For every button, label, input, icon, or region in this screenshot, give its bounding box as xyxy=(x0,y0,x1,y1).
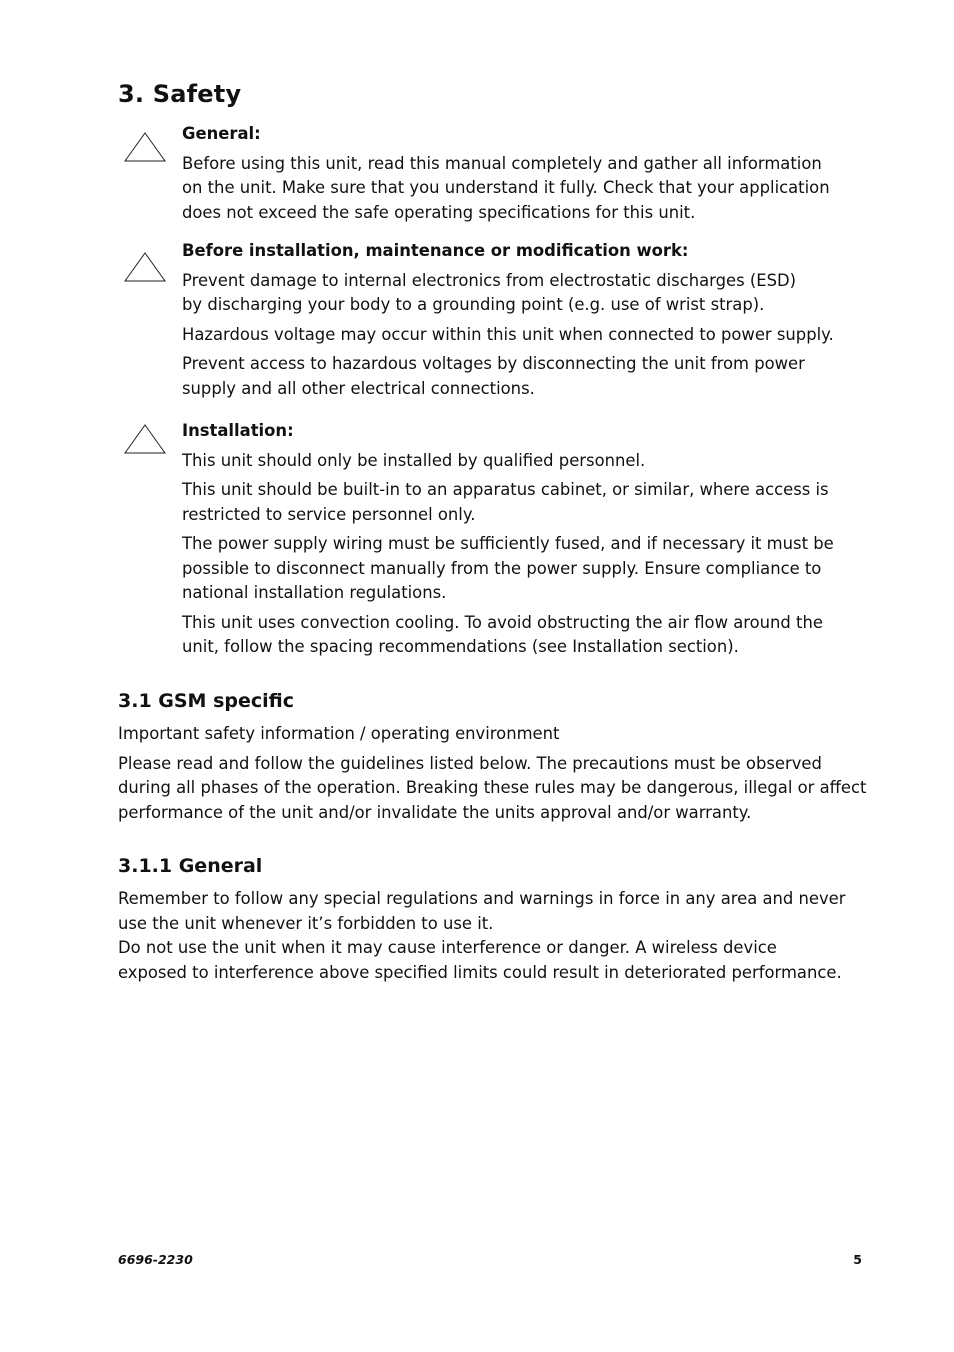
block-paragraph: Hazardous voltage may occur within this unit when connected to power supply. xyxy=(182,324,834,344)
section-heading-general: 3.1.1 General xyxy=(118,855,263,877)
body-paragraph: Important safety information / operating environment xyxy=(118,724,560,743)
document-number: 6696-2230 xyxy=(118,1252,193,1267)
safety-general-block xyxy=(182,122,862,225)
warning-triangle-icon xyxy=(124,424,166,454)
block-heading: Before installation, maintenance or modification work: xyxy=(182,241,689,260)
page-title: 3. Safety xyxy=(118,80,242,108)
block-paragraph: Prevent access to hazardous voltages by disconnecting the unit from power supply and all other electrical connections. xyxy=(182,354,805,398)
body-paragraph: Please read and follow the guidelines listed below. The precautions must be observed during all phases of the operation. Breaking these rules may be dangerous, illegal or affect performance of the unit and/or invalidate the units approval and/or warranty. xyxy=(118,753,867,822)
body-paragraph: Remember to follow any special regulations and warnings in force in any area and never use the unit whenever it’s forbidden to use it. Do not use the unit when it may cause interference or danger. A wireless device exposed to interference above specified limits could result in deteriorated performance. xyxy=(118,889,846,982)
block-paragraph: This unit uses convection cooling. To avoid obstructing the air flow around the unit, follow the spacing recommendations (see Installation section). xyxy=(182,612,823,656)
block-heading: Installation: xyxy=(182,421,294,440)
warning-triangle-icon xyxy=(124,252,166,282)
general-body xyxy=(118,887,868,985)
section-heading-gsm-specific: 3.1 GSM specific xyxy=(118,690,294,712)
warning-triangle-icon xyxy=(124,132,166,162)
block-paragraph: Before using this unit, read this manual completely and gather all information on the unit. Make sure that you understand it fully. Check that your application does not exceed the safe operating specifications for this unit. xyxy=(182,153,830,222)
block-paragraph: The power supply wiring must be sufficiently fused, and if necessary it must be possible to disconnect manually from the power supply. Ensure compliance to national installation regulations. xyxy=(182,534,834,602)
block-heading: General: xyxy=(182,124,261,143)
safety-installation-block xyxy=(182,419,862,660)
block-paragraph: Prevent damage to internal electronics from electrostatic discharges (ESD) by discharging your body to a grounding point (e.g. use of wrist strap). xyxy=(182,270,796,314)
block-paragraph: This unit should be built-in to an apparatus cabinet, or similar, where access is restricted to service personnel only. xyxy=(182,480,829,524)
safety-before-installation-block xyxy=(182,239,862,401)
block-paragraph: This unit should only be installed by qualified personnel. xyxy=(182,450,646,470)
page-number: 5 xyxy=(853,1252,862,1267)
gsm-specific-body xyxy=(118,722,868,825)
